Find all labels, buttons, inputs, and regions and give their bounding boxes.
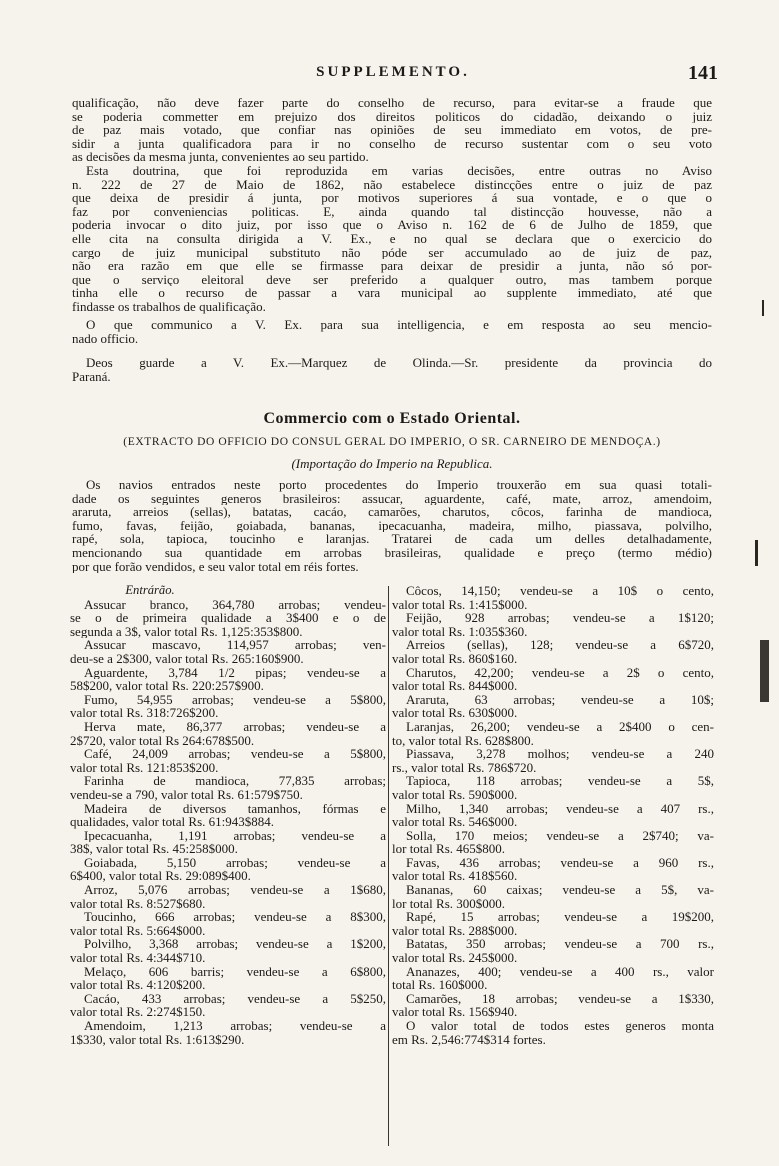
import-entry [392,611,714,638]
text-line: as decisões da mesma junta, convenientes ao seu partido. [72,150,369,164]
entry-line: Toucinho, 666 arrobas; vendeu-se a 8$300, [84,910,386,924]
section-subtitle: (EXTRACTO DO OFFICIO DO CONSUL GERAL DO IMPERIO, O SR. CARNEIRO DE MENDOÇA.) [123,436,661,448]
entry-line: valor total Rs. 546$000. [392,815,518,829]
import-entry [70,965,386,992]
entry-line: Herva mate, 86,377 arrobas; vendeu-se a [84,719,386,734]
entry-line: Café, 24,009 arrobas; vendeu-se a 5$800, [84,747,386,761]
import-entry [392,883,714,910]
entry-line: valor total Rs. 860$160. [392,651,518,666]
entry-line: Ipecacuanha, 1,191 arrobas; vendeu-se a [84,828,386,843]
imports-right-column [392,584,714,1046]
import-entry [392,910,714,937]
page-number: 141 [688,62,718,84]
entry-line: Farinha de mandioca, 77,835 arrobas; [84,774,386,788]
import-entry [70,638,386,665]
entry-line: Madeira de diversos tamanhos, fórmas e [84,801,386,816]
entry-line: Goiabada, 5,150 arrobas; vendeu-se a [84,855,386,870]
entry-line: Arreios (sellas), 128; vendeu-se a 6$720, [406,638,714,652]
import-entry [392,720,714,747]
closing-paragraph [72,356,712,383]
entry-line: valor total Rs. 2:274$150. [70,1005,206,1019]
entry-line: Ananazes, 400; vendeu-se a 400 rs., valor [406,964,714,979]
import-entry [392,829,714,856]
import-entry [70,802,386,829]
page-header [68,64,718,92]
entry-line: 38$, valor total Rs. 45:258$000. [70,842,238,856]
entry-line: Camarões, 18 arrobas; vendeu-se a 1$330, [406,991,714,1006]
text-line: Esta doutrina, que foi reproduzida em varias decisões, entre outras no Aviso [86,164,712,178]
text-line: não era razão em que elle se firmasse para deixar de presidir a junta, não só por- [72,259,712,273]
right-entries [392,584,714,1046]
import-entry [392,584,714,611]
entry-line: Araruta, 63 arrobas; vendeu-se a 10$; [406,692,714,707]
import-entry [70,666,386,693]
entry-line: Bananas, 60 caixas; vendeu-se a 5$, va- [406,883,714,897]
text-line: poderia invocar o dito juiz, por isso que o Aviso n. 162 de 6 de Julho de 1859, que [72,218,712,232]
text-line: nado officio. [72,331,139,346]
entry-line: 6$400, valor total Rs. 29:089$400. [70,869,251,884]
section-title: Commercio com o Estado Oriental. [263,410,521,427]
entry-line: Assucar mascavo, 114,957 arrobas; ven- [84,638,386,652]
section-subheading: (Importação do Imperio na Republica. [291,456,493,471]
doctrine-paragraph [72,164,712,314]
margin-mark [762,300,764,316]
text-line: Paraná. [72,369,111,384]
entry-line: Amendoim, 1,213 arrobas; vendeu-se a [84,1019,386,1033]
import-entry [392,802,714,829]
entry-line: O valor total de todos estes generos monta [406,1019,714,1033]
entry-line: se o de primeira qualidade a 3$400 e o de [70,611,386,625]
column-divider [388,586,389,1146]
import-entry [70,598,386,639]
entry-line: 58$200, valor total Rs. 220:257$900. [70,679,264,693]
text-line: O que communico a V. Ex. para sua intelligencia, e em resposta ao seu mencio- [86,318,712,332]
text-line: rapé, sola, tapioca, toucinho e laranjas. Tratarei de cada um delles detalhadamente, [72,532,712,546]
margin-mark [755,540,758,566]
text-line: faz por conveniencias politicas. E, ainda quando tal distincção houvesse, não a [72,204,712,219]
text-line: Os navios entrados neste porto procedentes do Imperio trouxerão em sua quasi totali- [86,478,712,492]
text-line: mencionando sua quantidade em arrobas brasileiras, qualidade e preço (termo médio) [72,545,712,560]
text-line: araruta, arreios (sellas), batatas, cacáo, camarões, charutos, côcos, farinha de mandioca, [72,505,712,519]
text-line: fumo, favas, feijão, goiabada, bananas, ipecacuanha, madeira, milho, piassava, polvilho, [72,518,712,533]
entry-line: deu-se a 2$300, valor total Rs. 265:160$900. [70,651,304,666]
import-entry [70,774,386,801]
import-entry [392,992,714,1019]
entry-line: qualidades, valor total Rs. 61:943$884. [70,815,275,829]
intro-paragraph [72,96,712,164]
entry-line: Laranjas, 26,200; vendeu-se a 2$400 o cen- [406,719,714,734]
entry-line: valor total Rs. 121:853$200. [70,760,219,775]
import-entry [392,1019,714,1046]
entry-line: Aguardente, 3,784 1/2 pipas; vendeu-se a [84,665,386,680]
entry-line: Tapioca, 118 arrobas; vendeu-se a 5$, [406,774,714,788]
text-line: que o serviço eleitoral deve ser preferido a qualquer outro, mas tambem porque [72,272,712,287]
entry-line: segunda a 3$, valor total Rs. 1,125:353$800. [70,624,303,639]
entry-line: lor total Rs. 465$800. [392,842,506,856]
entry-line: 1$330, valor total Rs. 1:613$290. [70,1032,245,1047]
text-line: sidir a junta qualificadora para ir no conselho de recurso sustentar com o seu voto [72,136,712,151]
entry-line: Arroz, 5,076 arrobas; vendeu-se a 1$680, [84,883,386,897]
text-line: se poderia commetter em prejuizo dos direitos politicos do cidadão, deixando o juiz [72,109,712,124]
entry-line: to, valor total Rs. 628$800. [392,733,534,748]
entry-line: valor total Rs. 1:415$000. [392,597,528,612]
entry-line: Solla, 170 meios; vendeu-se a 2$740; va- [406,828,714,843]
import-entry [392,937,714,964]
entry-line: 2$720, valor total Rs 264:678$500. [70,733,255,748]
running-title: SUPPLEMENTO. [316,64,470,80]
entry-line: Milho, 1,340 arrobas; vendeu-se a 407 rs., [406,801,714,816]
report-paragraph [72,478,712,573]
entry-line: Batatas, 350 arrobas; vendeu-se a 700 rs., [406,937,714,952]
import-entry [70,720,386,747]
left-entries [70,598,386,1047]
entry-line: Feijão, 928 arrobas; vendeu-se a 1$120; [406,611,714,625]
entry-line: Rapé, 15 arrobas; vendeu-se a 19$200, [406,910,714,924]
entry-line: valor total Rs. 5:664$000. [70,923,206,938]
import-entry [70,829,386,856]
entry-line: valor total Rs. 318:726$200. [70,706,219,720]
entry-line: Polvilho, 3,368 arrobas; vendeu-se a 1$200, [84,937,386,952]
entry-line: valor total Rs. 245$000. [392,951,518,965]
import-entry [392,774,714,801]
text-line: por que forão vendidos, e seu valor total em réis fortes. [72,559,359,574]
entry-line: Assucar branco, 364,780 arrobas; vendeu- [84,597,386,612]
text-line: tinha elle o recurso de passar a vara municipal ao supplente immediato, até que [72,286,712,300]
imports-left-column [70,584,386,1046]
import-entry [70,747,386,774]
text-line: que deixa de presidir á junta, por motivos superiores á sua vontade, e o que o [72,191,712,205]
text-line: dade os seguintes generos brasileiros: assucar, aguardente, café, mate, arroz, amendoim, [72,491,712,506]
import-entry [392,693,714,720]
entry-line: valor total Rs. 156$940. [392,1005,518,1019]
text-line: Deos guarde a V. Ex.—Marquez de Olinda.—Sr. presidente da provincia do [86,356,712,370]
entry-line: vendeu-se a 790, valor total Rs. 61:579$750. [70,787,303,802]
entry-line: Cacáo, 433 arrobas; vendeu-se a 5$250, [84,991,386,1006]
import-entry [392,856,714,883]
entry-line: valor total Rs. 590$000. [392,787,518,802]
import-entry [70,937,386,964]
entry-line: Piassava, 3,278 molhos; vendeu-se a 240 [406,747,714,761]
entry-line: Fumo, 54,955 arrobas; vendeu-se a 5$800, [84,692,386,707]
import-entry [70,856,386,883]
import-entry [70,1019,386,1046]
entry-line: Charutos, 42,200; vendeu-se a 2$ o cento, [406,665,714,680]
text-line: n. 222 de 27 de Maio de 1862, não estabelece distincções entre o juiz de paz [72,177,712,192]
import-entry [392,965,714,992]
entry-line: Favas, 436 arrobas; vendeu-se a 960 rs., [406,855,714,870]
import-entry [392,638,714,665]
text-line: elle cita na consulta dirigida a V. Ex., e no qual se declara que o exercicio do [72,231,712,246]
text-line: cargo de juiz municipal substituto não póde ser accumulado ao de juiz de paz, [72,245,712,260]
import-entry [70,910,386,937]
column-heading: Entrárão. [125,583,175,597]
import-entry [392,747,714,774]
entry-line: total Rs. 160$000. [392,978,488,992]
import-entry [70,883,386,910]
entry-line: em Rs. 2,546:774$314 fortes. [392,1032,546,1047]
margin-mark [760,640,769,702]
entry-line: rs., valor total Rs. 786$720. [392,760,537,775]
text-line: qualificação, não deve fazer parte do conselho de recurso, para evitar-se a fraude que [72,96,712,110]
entry-line: valor total Rs. 1:035$360. [392,624,528,639]
entry-line: Côcos, 14,150; vendeu-se a 10$ o cento, [406,584,714,598]
text-line: de paz mais votado, que confiar nas opiniões de seu immediato em votos, de pre- [72,123,712,137]
text-line: findasse os trabalhos de qualificação. [72,299,266,314]
entry-line: valor total Rs. 8:527$680. [70,896,206,911]
entry-line: valor total Rs. 418$560. [392,869,518,884]
entry-line: valor total Rs. 288$000. [392,923,518,938]
entry-line: lor total Rs. 300$000. [392,896,506,911]
entry-line: valor total Rs. 4:344$710. [70,951,206,965]
import-entry [392,666,714,693]
entry-line: valor total Rs. 844$000. [392,679,518,693]
entry-line: valor total Rs. 630$000. [392,706,518,720]
entry-line: Melaço, 606 barris; vendeu-se a 6$800, [84,964,386,979]
import-entry [70,693,386,720]
import-entry [70,992,386,1019]
entry-line: valor total Rs. 4:120$200. [70,978,206,992]
communication-paragraph [72,318,712,345]
